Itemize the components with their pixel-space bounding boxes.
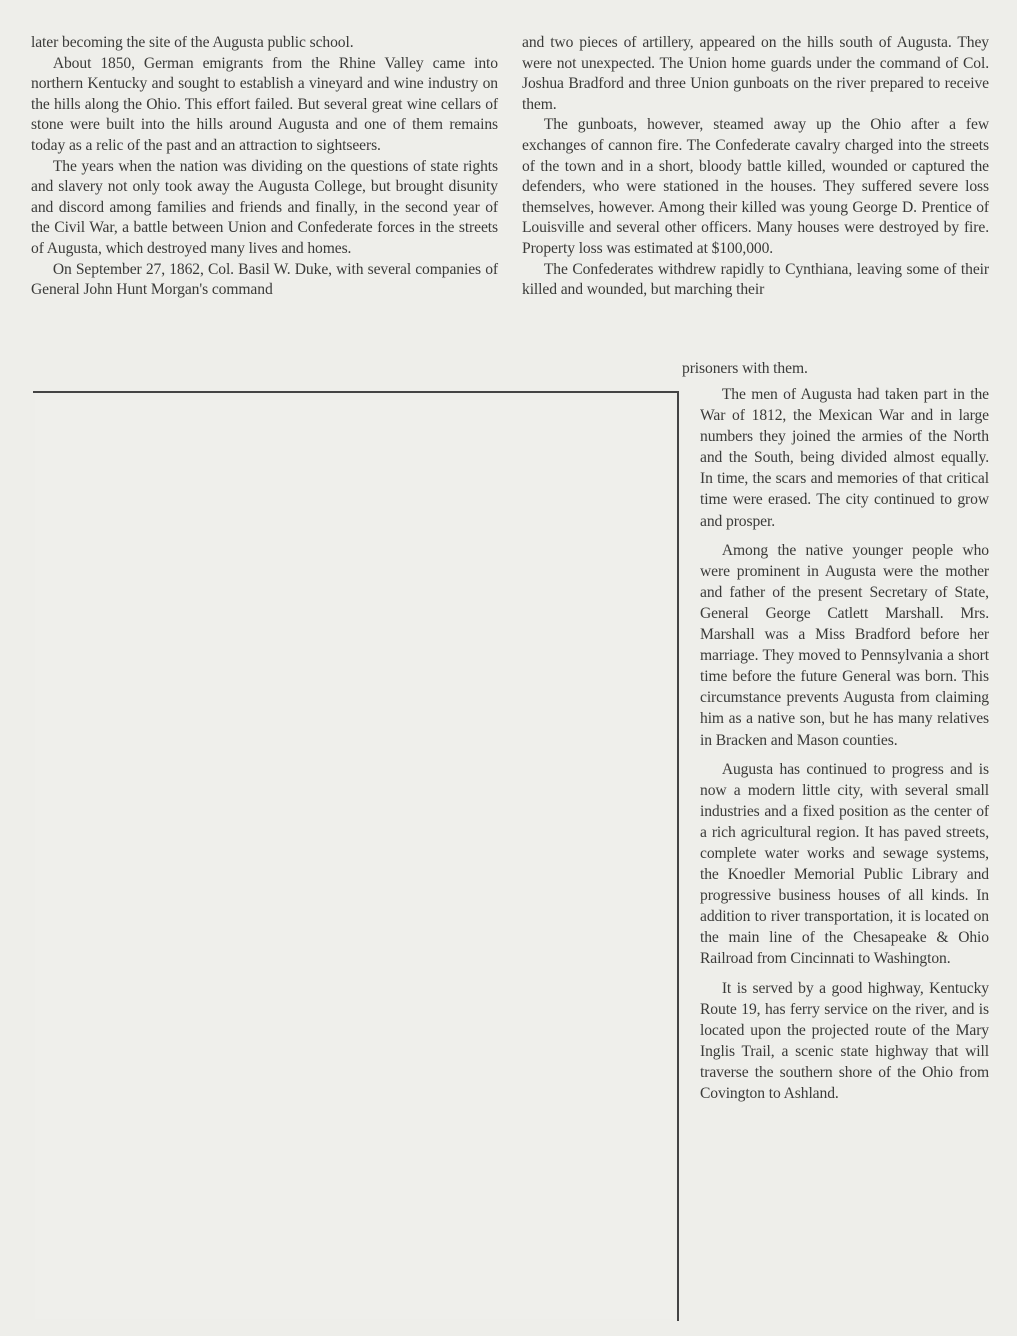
paragraph: Augusta has continued to progress and is now a modern little city, with several small industries and a fixed position as the center of a rich agricultural region. It has paved streets, complete water works and sewage systems, the Knoedler Memorial Public Library and progressive business houses of all kinds. In addition to river transportation, it is located on the main line of the Chesapeake & Ohio Railroad from Cincinnati to Washington. (700, 760, 989, 968)
paragraph: The gunboats, however, steamed away up the Ohio after a few exchanges of cannon fire. The Confederate cavalry charged into the streets of the town and in a short, bloody battle killed, wounded or captured the defenders, who were stationed in the houses. They suffered severe loss themselves, however. Among their killed was young George D. Prentice of Louisville and several other officers. Many houses were destroyed by fire. Property loss was estimated at $100,000. (522, 116, 989, 257)
paragraph: The Confederates withdrew rapidly to Cynthiana, leaving some of their killed and wounded, but marching their (522, 260, 989, 299)
frame-border-top (33, 391, 678, 393)
frame-border-right (677, 391, 679, 1321)
right-column (522, 33, 989, 301)
paragraph: Among the native younger people who were prominent in Augusta were the mother and father of the present Secretary of State, General George Catlett Marshall. Mrs. Marshall was a Miss Bradford before her marriage. They moved to Pennsylvania a short time before the future General was born. This circumstance prevents Augusta from claiming him as a native son, but he has many relatives in Bracken and Mason counties. (700, 541, 989, 749)
narrow-column (700, 384, 989, 1112)
right-column-tail (522, 359, 989, 380)
paragraph: About 1850, German emigrants from the Rhine Valley came into northern Kentucky and sought to establish a vineyard and wine industry on the hills along the Ohio. This effort failed. But several great wine cellars of stone were built into the hills around Augusta and one of them remains today as a relic of the past and an attraction to sightseers. (31, 54, 498, 154)
paragraph: prisoners with them. (682, 360, 808, 377)
paragraph: The years when the nation was dividing on the questions of state rights and slavery not only took away the Augusta College, but brought disunity and discord among families and friends and finally, in the second year of the Civil War, a battle between Union and Confederate forces in the streets of Augusta, which destroyed many lives and homes. (31, 157, 498, 257)
paragraph: later becoming the site of the Augusta public school. (31, 34, 354, 51)
paragraph: It is served by a good highway, Kentucky Route 19, has ferry service on the river, and is located upon the projected route of the Mary Inglis Trail, a scenic state highway that will traverse the southern shore of the Ohio from Covington to Ashland. (700, 979, 989, 1102)
paragraph: The men of Augusta had taken part in the War of 1812, the Mexican War and in large numbers they joined the armies of the North and the South, being divided almost equally. In time, the scars and memories of that critical time were erased. The city continued to grow and prosper. (700, 386, 989, 530)
left-column (31, 33, 498, 301)
photo-frame (35, 394, 675, 1319)
paragraph: and two pieces of artillery, appeared on the hills south of Augusta. They were not unexpected. The Union home guards under the command of Col. Joshua Bradford and three Union gunboats on the river prepared to receive them. (522, 34, 989, 113)
paragraph: On September 27, 1862, Col. Basil W. Duke, with several companies of General John Hunt Morgan's command (31, 260, 498, 299)
